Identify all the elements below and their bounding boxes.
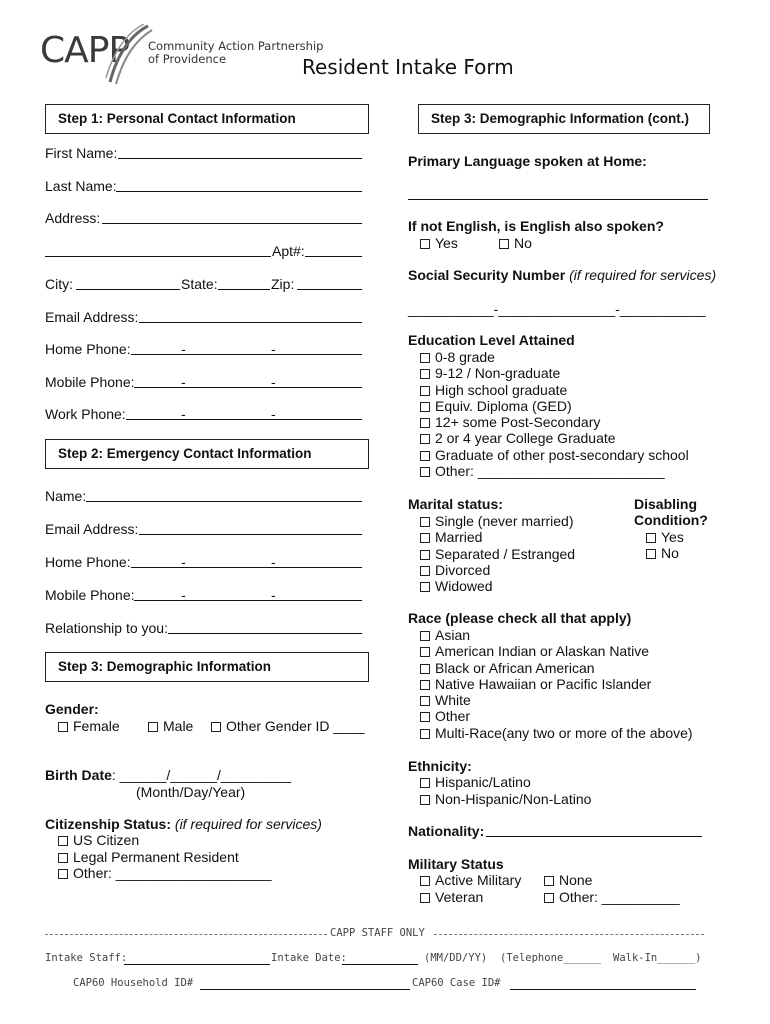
checkbox-icon <box>420 434 430 444</box>
ssn-field[interactable]: ___________-_______________-___________ <box>408 301 706 317</box>
capp-swoosh-icon <box>104 24 154 86</box>
zip-field[interactable] <box>297 289 362 290</box>
phone-separator: - <box>271 406 276 422</box>
intake-staff-field[interactable] <box>124 964 270 965</box>
checkbox-icon <box>211 722 221 732</box>
checkbox-icon <box>58 869 68 879</box>
marital-label: Marital status: <box>408 496 503 512</box>
checkbox-icon <box>499 239 509 249</box>
primary-language-label: Primary Language spoken at Home: <box>408 153 647 169</box>
education-option[interactable]: 0-8 grade <box>420 349 689 365</box>
disabling-option-yes[interactable]: Yes <box>646 529 684 545</box>
ssn-note: (if required for services) <box>569 267 717 283</box>
city-label: City: <box>45 276 73 292</box>
gender-option-female[interactable]: Female <box>58 718 120 734</box>
mobile-phone-label: Mobile Phone: <box>45 374 135 390</box>
org-name <box>148 40 323 66</box>
work-phone-field[interactable] <box>126 419 362 420</box>
disabling-option-no[interactable]: No <box>646 545 679 561</box>
nationality-label: Nationality: <box>408 823 485 839</box>
checkbox-icon <box>420 418 430 428</box>
first-name-label: First Name: <box>45 145 118 161</box>
education-option[interactable]: Other: ________________________ <box>420 463 689 479</box>
address-line2-field[interactable] <box>45 256 271 257</box>
ec-mobile-phone-field[interactable] <box>134 600 362 601</box>
citizenship-heading <box>45 816 322 832</box>
phone-separator: - <box>181 406 186 422</box>
intake-staff-label: Intake Staff: <box>45 952 128 964</box>
race-option[interactable]: Asian <box>420 627 693 643</box>
marital-option[interactable]: Single (never married) <box>420 513 575 529</box>
phone-separator: - <box>181 341 186 357</box>
checkbox-icon <box>420 402 430 412</box>
marital-options <box>420 513 575 594</box>
citizenship-option-other[interactable]: Other: ____________________ <box>58 865 272 881</box>
checkbox-icon <box>544 876 554 886</box>
last-name-label: Last Name: <box>45 178 117 194</box>
checkbox-icon <box>420 778 430 788</box>
checkbox-icon <box>420 451 430 461</box>
ethnicity-option-non-hispanic[interactable]: Non-Hispanic/Non-Latino <box>420 791 591 807</box>
household-id-field[interactable] <box>200 989 410 990</box>
intake-date-format: (MM/DD/YY) <box>424 952 488 964</box>
last-name-field[interactable] <box>116 191 362 192</box>
zip-label: Zip: <box>271 276 295 292</box>
ec-mobile-phone-label: Mobile Phone: <box>45 587 135 603</box>
phone-separator: - <box>271 341 276 357</box>
first-name-field[interactable] <box>118 158 362 159</box>
ec-name-field[interactable] <box>86 501 362 502</box>
telephone-option[interactable]: (Telephone______ <box>500 952 602 964</box>
apt-field[interactable] <box>305 256 362 257</box>
intake-date-label: Intake Date: <box>271 952 347 964</box>
disabling-label <box>634 496 708 529</box>
education-option[interactable]: Equiv. Diploma (GED) <box>420 398 689 414</box>
marital-option[interactable]: Married <box>420 529 575 545</box>
marital-option[interactable]: Divorced <box>420 562 575 578</box>
staff-only-label: CAPP STAFF ONLY <box>330 927 425 939</box>
english-question: If not English, is English also spoken? <box>408 218 664 234</box>
form-title: Resident Intake Form <box>302 55 514 79</box>
checkbox-icon <box>420 647 430 657</box>
birth-date-format: (Month/Day/Year) <box>136 784 246 800</box>
marital-option[interactable]: Separated / Estranged <box>420 546 575 562</box>
marital-option[interactable]: Widowed <box>420 578 575 594</box>
capp-logo: CAPP <box>40 30 130 71</box>
org-name-line2: of Providence <box>148 52 227 66</box>
checkbox-icon <box>420 517 430 527</box>
education-option[interactable]: High school graduate <box>420 382 689 398</box>
english-option-no[interactable]: No <box>499 235 532 251</box>
checkbox-icon <box>420 239 430 249</box>
intake-date-field[interactable] <box>342 964 418 965</box>
checkbox-icon <box>420 712 430 722</box>
race-options <box>420 627 693 741</box>
military-option-other[interactable]: Other: __________ <box>544 889 680 905</box>
race-option[interactable]: Black or African American <box>420 660 693 676</box>
staff-divider-right <box>434 934 704 935</box>
citizenship-option-lpr[interactable]: Legal Permanent Resident <box>58 849 239 865</box>
city-field[interactable] <box>76 289 180 290</box>
state-field[interactable] <box>218 289 270 290</box>
step3cont-header: Step 3: Demographic Information (cont.) <box>418 104 710 134</box>
checkbox-icon <box>420 533 430 543</box>
military-option-none[interactable]: None <box>544 872 592 888</box>
checkbox-icon <box>646 533 656 543</box>
checkbox-icon <box>420 893 430 903</box>
nationality-field[interactable] <box>486 836 702 837</box>
disabling-label-line2: Condition? <box>634 512 708 529</box>
checkbox-icon <box>420 369 430 379</box>
phone-separator: - <box>181 554 186 570</box>
birth-date-label: Birth Date <box>45 767 112 783</box>
ssn-heading <box>408 267 716 283</box>
home-phone-label: Home Phone: <box>45 341 131 357</box>
walk-in-option[interactable]: Walk-In______) <box>613 952 702 964</box>
email-label: Email Address: <box>45 309 139 325</box>
race-option[interactable]: White <box>420 692 693 708</box>
ec-home-phone-label: Home Phone: <box>45 554 131 570</box>
step1-header: Step 1: Personal Contact Information <box>45 104 369 134</box>
checkbox-icon <box>420 876 430 886</box>
birth-date-field[interactable]: Birth Date: ______/______/_________ <box>45 767 291 783</box>
english-option-yes[interactable]: Yes <box>420 235 458 251</box>
ssn-label: Social Security Number <box>408 267 566 283</box>
checkbox-icon <box>420 582 430 592</box>
step3-header: Step 3: Demographic Information <box>45 652 369 682</box>
email-field[interactable] <box>139 322 362 323</box>
military-option-active[interactable]: Active Military <box>420 872 521 888</box>
ec-email-label: Email Address: <box>45 521 139 537</box>
ethnicity-option-hispanic[interactable]: Hispanic/Latino <box>420 774 531 790</box>
gender-label: Gender: <box>45 701 99 717</box>
citizenship-label: Citizenship Status: <box>45 816 172 832</box>
race-option[interactable]: Other <box>420 708 693 724</box>
phone-separator: - <box>181 374 186 390</box>
ec-home-phone-field[interactable] <box>131 567 362 568</box>
checkbox-icon <box>420 680 430 690</box>
race-option[interactable]: Native Hawaiian or Pacific Islander <box>420 676 693 692</box>
military-option-veteran[interactable]: Veteran <box>420 889 483 905</box>
ethnicity-label: Ethnicity: <box>408 758 472 774</box>
ec-email-field[interactable] <box>139 534 362 535</box>
gender-option-male[interactable]: Male <box>148 718 193 734</box>
checkbox-icon <box>646 549 656 559</box>
education-label: Education Level Attained <box>408 332 575 348</box>
phone-separator: - <box>271 554 276 570</box>
disabling-label-line1: Disabling <box>634 496 698 512</box>
checkbox-icon <box>420 467 430 477</box>
checkbox-icon <box>420 729 430 739</box>
case-id-field[interactable] <box>510 989 696 990</box>
checkbox-icon <box>58 853 68 863</box>
citizenship-option-us[interactable]: US Citizen <box>58 832 139 848</box>
apt-label: Apt#: <box>272 243 305 259</box>
primary-language-field[interactable] <box>408 199 708 200</box>
home-phone-field[interactable] <box>131 354 362 355</box>
case-id-label: CAP60 Case ID# <box>412 977 501 989</box>
gender-option-other[interactable]: Other Gender ID ____ <box>211 718 365 734</box>
step2-header: Step 2: Emergency Contact Information <box>45 439 369 469</box>
checkbox-icon <box>58 722 68 732</box>
education-option[interactable]: 9-12 / Non-graduate <box>420 365 689 381</box>
race-option[interactable]: Multi-Race(any two or more of the above) <box>420 725 693 741</box>
education-option[interactable]: 2 or 4 year College Graduate <box>420 430 689 446</box>
education-option[interactable]: 12+ some Post-Secondary <box>420 414 689 430</box>
staff-divider-left <box>45 934 327 935</box>
phone-separator: - <box>271 587 276 603</box>
checkbox-icon <box>420 566 430 576</box>
military-label: Military Status <box>408 856 504 872</box>
checkbox-icon <box>148 722 158 732</box>
checkbox-icon <box>420 353 430 363</box>
race-option[interactable]: American Indian or Alaskan Native <box>420 643 693 659</box>
mobile-phone-field[interactable] <box>134 387 362 388</box>
checkbox-icon <box>420 795 430 805</box>
phone-separator: - <box>271 374 276 390</box>
checkbox-icon <box>420 550 430 560</box>
phone-separator: - <box>181 587 186 603</box>
ec-name-label: Name: <box>45 488 87 504</box>
work-phone-label: Work Phone: <box>45 406 126 422</box>
state-label: State: <box>181 276 218 292</box>
education-options <box>420 349 689 479</box>
org-name-line1: Community Action Partnership <box>148 39 324 53</box>
checkbox-icon <box>420 664 430 674</box>
checkbox-icon <box>420 386 430 396</box>
address-field[interactable] <box>102 223 362 224</box>
relationship-label: Relationship to you: <box>45 620 168 636</box>
checkbox-icon <box>544 893 554 903</box>
relationship-field[interactable] <box>168 633 362 634</box>
education-option[interactable]: Graduate of other post-secondary school <box>420 447 689 463</box>
checkbox-icon <box>58 836 68 846</box>
citizenship-note: (if required for services) <box>174 816 322 832</box>
checkbox-icon <box>420 631 430 641</box>
checkbox-icon <box>420 696 430 706</box>
race-label: Race (please check all that apply) <box>408 610 632 626</box>
household-id-label: CAP60 Household ID# <box>73 977 194 989</box>
address-label: Address: <box>45 210 101 226</box>
